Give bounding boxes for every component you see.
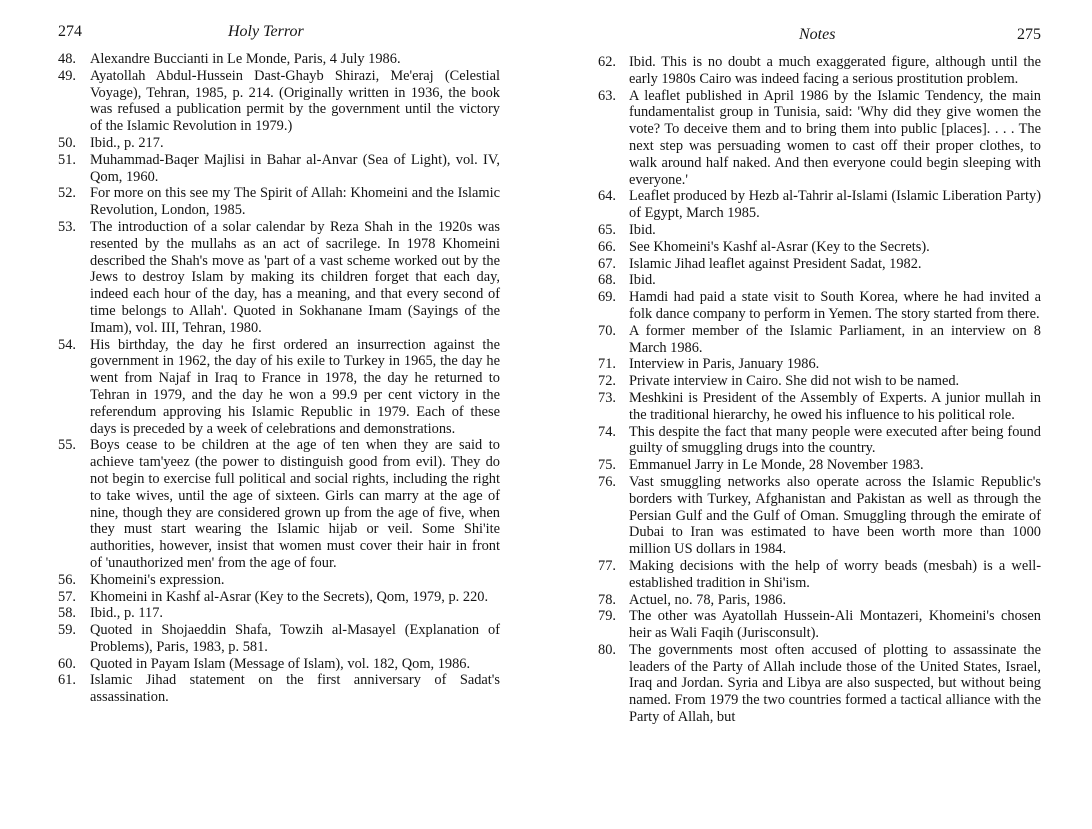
note-number: 69. [598,289,616,306]
note-item [598,272,1041,289]
note-text: Quoted in Payam Islam (Message of Islam), vol. 182, Qom, 1986. [90,655,471,672]
note-item [58,589,500,606]
note-text: This despite the fact that many people were executed after being found guilty of smuggling drugs into the country. [629,423,1041,457]
page-number: 275 [1017,26,1041,43]
note-text: Ibid. [629,272,656,289]
note-text: Boys cease to be children at the age of ten when they are said to achieve tam'yeez (the power to distinguish good from evil). They do not begin to exercise full political and social rights, including the right to take wives, until the age of sixteen. Girls can marry at the age of nine, though they are considered grown up from the age of five, when they must start wearing the Islamic hijab or veil. Some Shi'ite authorities, however, insist that women must cover their hair in front of 'unauthorized men' from the age of four. [90,437,500,571]
note-number: 72. [598,373,616,390]
note-item [598,608,1041,642]
note-item [598,424,1041,458]
running-head: Notes [799,26,836,43]
note-text: Hamdi had paid a state visit to South Korea, where he had invited a folk dance company to perform in Yemen. The story started from there. [629,289,1041,322]
running-head: Holy Terror [228,23,304,40]
note-item [598,558,1041,592]
note-item [58,437,500,571]
note-text: Interview in Paris, January 1986. [629,356,820,373]
note-text: Islamic Jihad statement on the first anniversary of Sadat's assassination. [90,672,500,706]
note-text: For more on this see my The Spirit of Allah: Khomeini and the Islamic Revolution, London, 1985. [90,185,500,219]
note-item [58,135,500,152]
note-text: Private interview in Cairo. She did not wish to be named. [629,373,960,390]
note-number: 49. [58,67,76,84]
note-item [58,51,500,68]
note-item [598,356,1041,373]
note-item [58,185,500,219]
note-item [598,188,1041,222]
note-item [598,256,1041,273]
right-page [598,0,1041,726]
note-number: 61. [58,672,76,689]
note-number: 51. [58,151,76,168]
note-text: Vast smuggling networks also operate across the Islamic Republic's borders with Turkey, Afghanistan and Pakistan as well as through the Persian Gulf and the Gulf of Oman. Smuggling through the emirate of Dubai to Iran was estimated to have been worth more than 1000 million US dollars in 1984. [629,473,1041,558]
note-number: 62. [598,54,616,70]
note-item [598,390,1041,424]
note-number: 48. [58,51,76,67]
note-number: 73. [598,389,616,406]
notes-list [58,51,500,706]
note-item [598,373,1041,390]
note-number: 56. [58,571,76,588]
note-number: 63. [598,87,616,104]
note-item [58,572,500,589]
page-number: 274 [58,23,82,40]
note-text: Ayatollah Abdul-Hussein Dast-Ghayb Shirazi, Me'eraj (Celestial Voyage), Tehran, 1985, p. 214. (Originally written in 1936, the book was refused a publication permit by the government until the victory of the Islamic Revolution in 1979.) [90,67,500,135]
note-number: 52. [58,185,76,202]
note-text: Khomeini in Kashf al-Asrar (Key to the Secrets), Qom, 1979, p. 220. [90,588,489,605]
note-number: 77. [598,557,616,574]
note-text: Ibid. This is no doubt a much exaggerated figure, although until the early 1980s Cairo was indeed facing a serious prostitution problem. [629,54,1041,87]
note-item [58,68,500,135]
note-item [598,323,1041,357]
note-item [58,337,500,438]
note-text: His birthday, the day he first ordered an insurrection against the government in 1962, the day of his exile to Turkey in 1965, the day he went from Najaf in Iraq to France in 1978, the day he returned to Tehran in 1979, and the day he won a 99.9 per cent victory in the referendum approving his Islamic Republic in 1979. Each of these days is preceded by a week of celebrations and demonstrations. [90,336,500,437]
note-text: A former member of the Islamic Parliament, in an interview on 8 March 1986. [629,322,1041,356]
note-number: 66. [598,238,616,255]
note-number: 67. [598,255,616,272]
note-number: 50. [58,134,76,151]
note-item [598,457,1041,474]
note-number: 78. [598,591,616,608]
note-item [598,642,1041,726]
note-item [58,219,500,337]
note-number: 71. [598,356,616,373]
notes-list [598,54,1041,726]
note-number: 76. [598,473,616,490]
note-item [598,239,1041,256]
note-number: 75. [598,457,616,474]
note-item [598,88,1041,189]
note-item [58,605,500,622]
note-text: Muhammad-Baqer Majlisi in Bahar al-Anvar (Sea of Light), vol. IV, Qom, 1960. [90,151,500,185]
page-header [598,26,1041,54]
note-text: Islamic Jihad leaflet against President Sadat, 1982. [629,255,922,272]
note-number: 80. [598,641,616,658]
note-text: Making decisions with the help of worry beads (mesbah) is a well-established tradition in Shi'ism. [629,557,1041,591]
note-number: 55. [58,437,76,454]
note-text: The governments most often accused of plotting to assassinate the leaders of the Party of Allah include those of the United States, Israel, Iraq and Jordan. Syria and Libya are also suspected, but without being named. From 1979 the two countries formed a tactical alliance with the Party of Allah, but [629,641,1041,726]
note-number: 74. [598,423,616,440]
note-text: The other was Ayatollah Hussein-Ali Montazeri, Khomeini's chosen heir as Wali Faqih (Jurisconsult). [629,608,1041,642]
note-text: Meshkini is President of the Assembly of Experts. A junior mullah in the traditional hierarchy, he owed his influence to his political role. [629,389,1041,423]
note-text: Ibid., p. 117. [90,605,164,622]
note-text: Leaflet produced by Hezb al-Tahrir al-Islami (Islamic Liberation Party) of Egypt, March 1985. [629,188,1041,222]
note-item [58,656,500,673]
note-number: 70. [598,322,616,339]
note-number: 59. [58,622,76,639]
note-text: Ibid., p. 217. [90,134,164,151]
note-number: 58. [58,605,76,622]
note-text: Khomeini's expression. [90,571,225,588]
note-number: 60. [58,655,76,672]
note-text: Actuel, no. 78, Paris, 1986. [629,591,787,608]
note-item [58,622,500,656]
note-item [598,474,1041,558]
note-item [598,289,1041,323]
page-header [58,23,500,51]
note-number: 57. [58,588,76,605]
note-item [58,152,500,186]
note-item [598,592,1041,609]
note-item [598,54,1041,88]
note-item [58,672,500,706]
note-text: See Khomeini's Kashf al-Asrar (Key to the Secrets). [629,238,930,255]
note-number: 53. [58,218,76,235]
note-number: 65. [598,221,616,238]
note-text: The introduction of a solar calendar by Reza Shah in the 1920s was resented by the mullahs as an act of sacrilege. In 1978 Khomeini described the Shah's move as 'part of a vast scheme worked out by the Jews to destroy Islam by making its children forget that each day, indeed each hour of the day, has a meaning, and that every second of time belongs to Allah'. Quoted in Sokhanane Imam (Sayings of the Imam), vol. III, Tehran, 1980. [90,218,500,336]
note-number: 79. [598,608,616,625]
note-number: 64. [598,188,616,205]
left-page [58,0,500,706]
note-text: Quoted in Shojaeddin Shafa, Towzih al-Masayel (Explanation of Problems), Paris, 1983, p. 581. [90,622,500,655]
note-text: A leaflet published in April 1986 by the Islamic Tendency, the main fundamentalist group in Tunisia, said: 'Why did they give women the vote? To deceive them and to bring them into public [places]. . . . The next step was persuading women to cast off their proper clothes, to walk around half naked. And then everyone could begin sleeping with everyone.' [629,87,1041,188]
note-text: Alexandre Buccianti in Le Monde, Paris, 4 July 1986. [90,51,401,67]
note-text: Ibid. [629,221,656,238]
note-item [598,222,1041,239]
note-number: 54. [58,336,76,353]
note-number: 68. [598,272,616,289]
note-text: Emmanuel Jarry in Le Monde, 28 November 1983. [629,457,924,474]
